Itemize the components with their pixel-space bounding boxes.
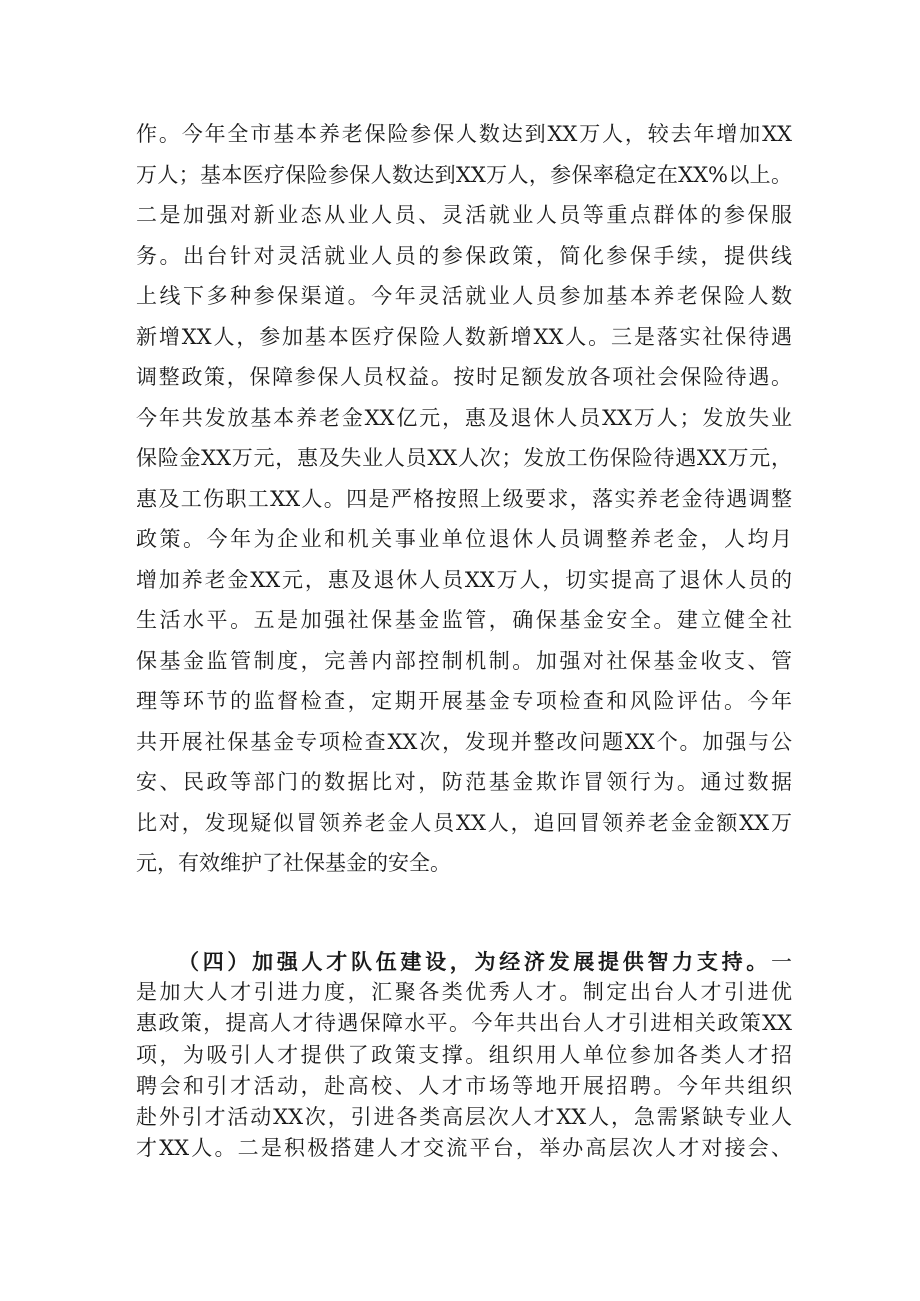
paragraph-line: 惠及工伤职工XX人。四是严格按照上级要求，落实养老金待遇调整: [136, 486, 792, 511]
paragraph-line: 安、民政等部门的数据比对，防范基金欺诈冒领行为。通过数据: [136, 770, 792, 794]
paragraph-line: 生活水平。五是加强社保基金监管，确保基金安全。建立健全社: [136, 608, 792, 632]
paragraph-line: 上线下多种参保渠道。今年灵活就业人员参加基本养老保险人数: [136, 284, 792, 308]
heading-tail-text: 一: [771, 950, 792, 974]
paragraph-line: 项，为吸引人才提供了政策支撑。组织用人单位参加各类人才招: [136, 1042, 792, 1067]
paragraph-line: 调整政策，保障参保人员权益。按时足额发放各项社会保险待遇。: [136, 365, 792, 389]
paragraph-line: 共开展社保基金专项检查XX次，发现并整改问题XX个。加强与公: [136, 729, 792, 754]
paragraph-line: 保基金监管制度，完善内部控制机制。加强对社保基金收支、管: [136, 648, 792, 673]
paragraph-line: 聘会和引才活动，赴高校、人才市场等地开展招聘。今年共组织: [136, 1073, 792, 1098]
paragraph-line: 务。出台针对灵活就业人员的参保政策，简化参保手续，提供线: [136, 243, 792, 268]
paragraph-line: 万人；基本医疗保险参保人数达到XX万人，参保率稳定在XX%以上。: [136, 162, 792, 187]
paragraph-first-line: [136, 946, 792, 977]
paragraph-line: 增加养老金XX元，惠及退休人员XX万人，切实提高了退休人员的: [136, 567, 792, 592]
paragraph-line: 赴外引才活动XX次，引进各类高层次人才XX人，急需紧缺专业人: [136, 1104, 792, 1129]
paragraph-line: 理等环节的监督检查，定期开展基金专项检查和风险评估。今年: [136, 689, 792, 713]
paragraph-line: 惠政策，提高人才待遇保障水平。今年共出台人才引进相关政策XX: [136, 1011, 792, 1036]
paragraph-line: 作。今年全市基本养老保险参保人数达到XX万人，较去年增加XX: [136, 122, 792, 146]
paragraph-line: 新增XX人，参加基本医疗保险人数新增XX人。三是落实社保待遇: [136, 324, 792, 349]
section-heading: （四）加强人才队伍建设，为经济发展提供智力支持。: [178, 949, 771, 974]
paragraph-line: 才XX人。二是积极搭建人才交流平台，举办高层次人才对接会、: [136, 1136, 792, 1161]
paragraph-line: 是加大人才引进力度，汇聚各类优秀人才。制定出台人才引进优: [136, 980, 792, 1005]
paragraph-social-insurance: [136, 114, 792, 884]
paragraph-talent: [136, 946, 792, 1164]
paragraph-line: 二是加强对新业态从业人员、灵活就业人员等重点群体的参保服: [136, 203, 792, 227]
paragraph-line: 政策。今年为企业和机关事业单位退休人员调整养老金，人均月: [136, 527, 792, 551]
paragraph-line: 今年共发放基本养老金XX亿元，惠及退休人员XX万人；发放失业: [136, 405, 792, 430]
paragraph-line: 元，有效维护了社保基金的安全。: [136, 851, 451, 875]
paragraph-line: 比对，发现疑似冒领养老金人员XX人，追回冒领养老金金额XX万: [136, 810, 792, 835]
paragraph-line: 保险金XX万元，惠及失业人员XX人次；发放工伤保险待遇XX万元，: [136, 446, 792, 470]
